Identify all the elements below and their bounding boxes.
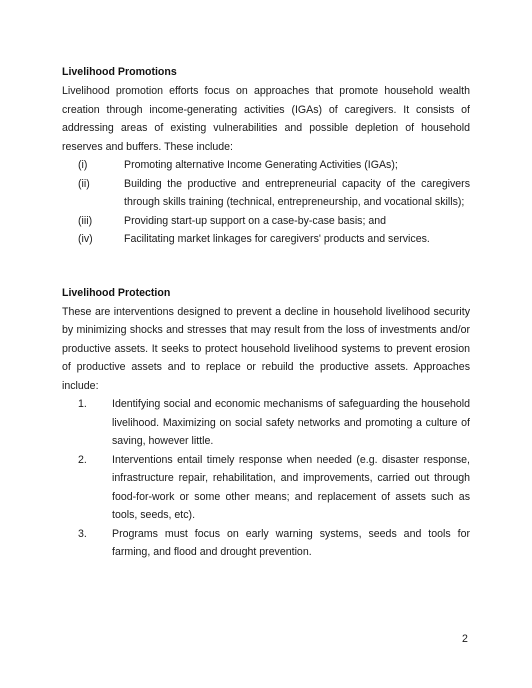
livelihood-promotions-section <box>62 64 470 249</box>
list-marker: 2. <box>78 453 87 466</box>
list-marker: 1. <box>78 398 87 410</box>
list-item-text: Building the productive and entrepreneurial capacity of the caregivers through skills training (technical, entrepreneurship, and vocational skills); <box>124 177 470 208</box>
protection-heading: Livelihood Protection <box>62 286 171 299</box>
list-marker: (ii) <box>78 177 90 190</box>
list-item-text: Facilitating market linkages for caregivers' products and services. <box>124 233 430 245</box>
list-item-text: Promoting alternative Income Generating Activities (IGAs); <box>124 159 398 171</box>
list-marker: (i) <box>78 159 88 171</box>
list-item <box>78 525 470 562</box>
list-marker: 3. <box>78 527 87 540</box>
promotions-intro: Livelihood promotion efforts focus on approaches that promote household wealth creation through income-generating activities (IGAs) of caregivers. It consists of addressing areas of existing vulnerabilities and possible depletion of household reserves and buffers. These include: <box>62 85 470 153</box>
protection-intro: These are interventions designed to prevent a decline in household livelihood security by minimizing shocks and stresses that may result from the loss of investments and/or productive assets. It seeks to protect household livelihood systems to prevent erosion of productive assets and to replace or rebuild the productive assets. Approaches include: <box>62 305 470 392</box>
page-number: 2 <box>462 633 468 645</box>
list-item <box>78 395 470 451</box>
list-item-text: Identifying social and economic mechanisms of safeguarding the household livelihood. Maximizing on social safety networks and promoting a culture of saving, however little. <box>112 398 470 447</box>
list-item <box>78 230 470 249</box>
list-item <box>78 156 470 175</box>
list-marker: (iii) <box>78 214 93 227</box>
list-item-text: Programs must focus on early warning systems, seeds and tools for farming, and flood and drought prevention. <box>112 527 470 558</box>
list-item-text: Providing start-up support on a case-by-case basis; and <box>124 214 387 227</box>
page-content <box>62 64 470 562</box>
promotions-heading: Livelihood Promotions <box>62 66 177 78</box>
list-item <box>78 451 470 525</box>
protection-list <box>62 395 470 562</box>
list-item <box>78 175 470 212</box>
list-marker: (iv) <box>78 233 93 245</box>
promotions-list <box>62 156 470 249</box>
livelihood-protection-section <box>62 285 470 562</box>
list-item <box>78 212 470 231</box>
list-item-text: Interventions entail timely response when needed (e.g. disaster response, infrastructure repair, rehabilitation, and improvements, carried out through food-for-work or some other means; and replacement of assets such as tools, seeds, etc). <box>112 453 470 521</box>
